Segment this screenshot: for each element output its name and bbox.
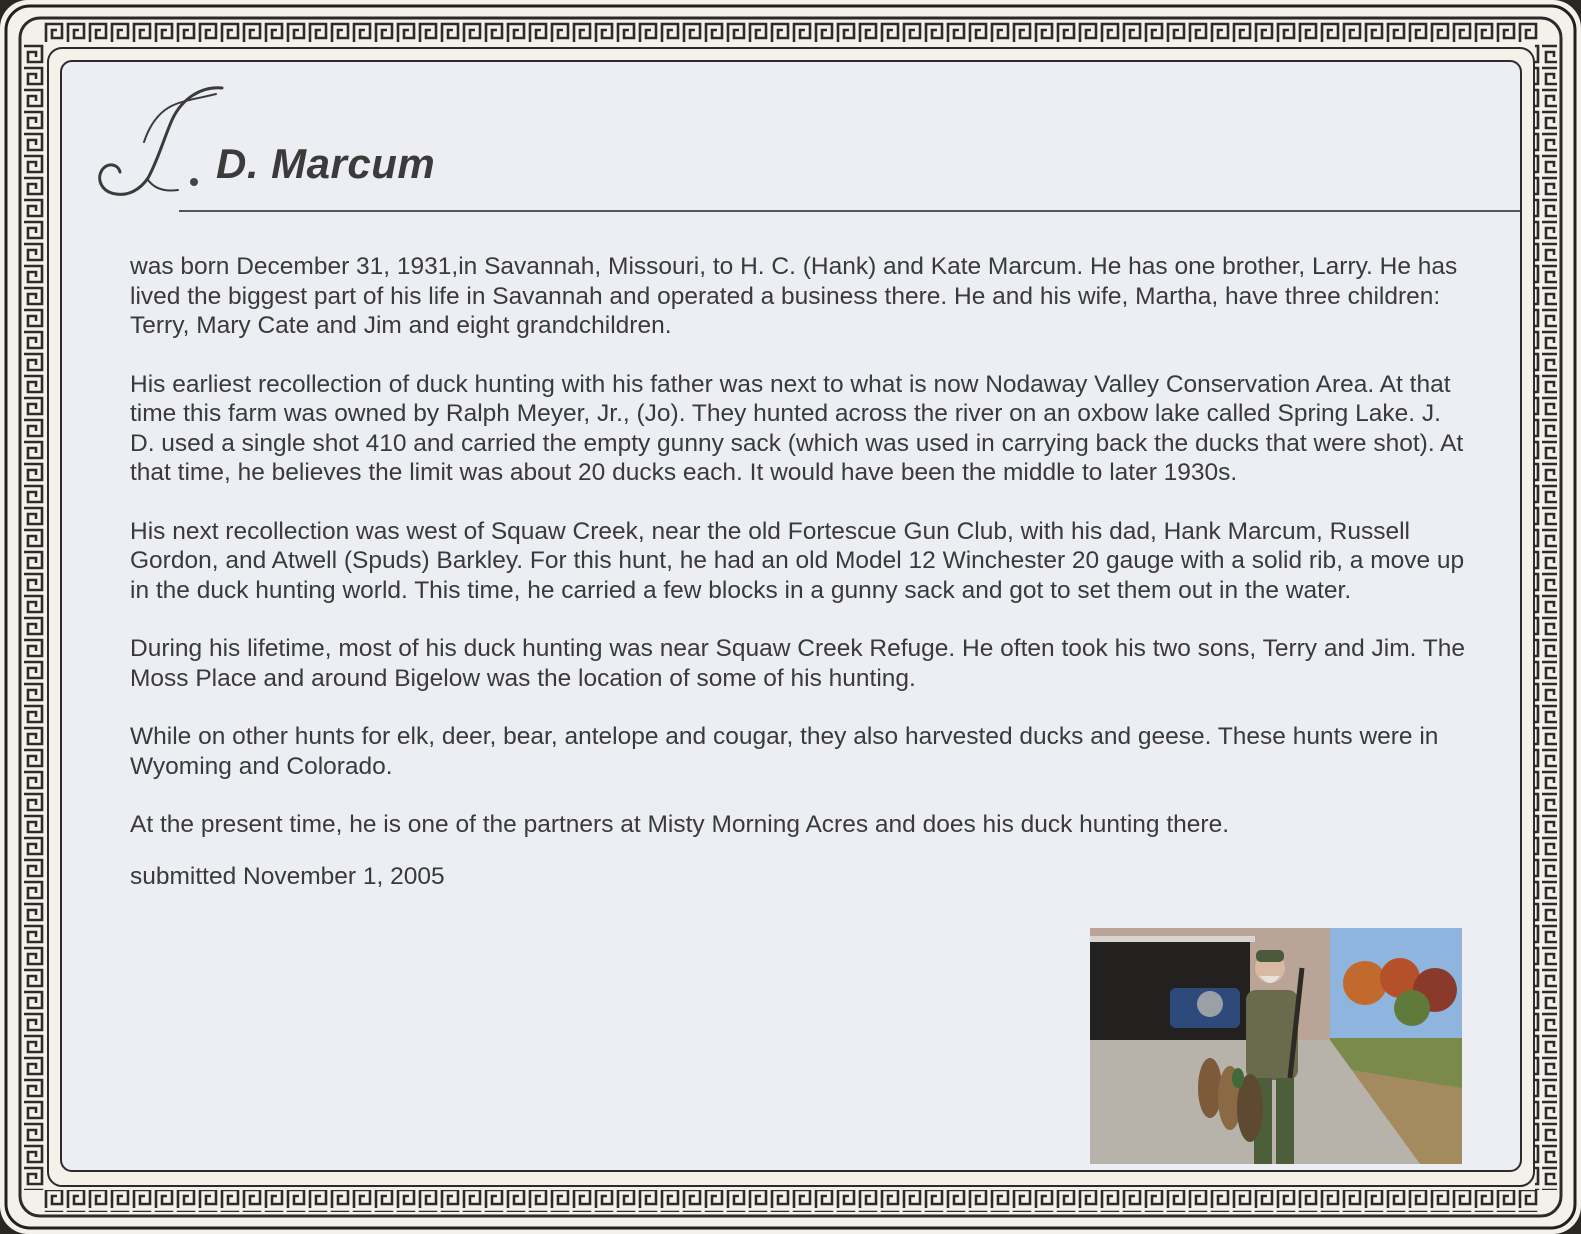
script-initial-j <box>84 80 234 200</box>
title-underline <box>179 210 1522 212</box>
hunter-photo <box>1090 928 1462 1164</box>
page-title: D. Marcum <box>216 140 436 187</box>
submitted-date: submitted November 1, 2005 <box>130 862 445 890</box>
paragraph-next-hunt: His next recollection was west of Squaw Creek, near the old Fortescue Gun Club, with his dad, Hank Marcum, Russell Gordon, and Atwell (Spuds) Barkley. For this hunt, he had an old Model 12 Winchester 20 gauge with a solid rib, a move up in the duck hunting world. This time, he carried a few blocks in a gunny sack and got to set them out in the water. <box>130 517 1465 604</box>
paragraph-present: At the present time, he is one of the partners at Misty Morning Acres and does his duck hunting there. <box>130 811 1230 838</box>
biography-text <box>130 252 1470 920</box>
paragraph-birth: was born December 31, 1931,in Savannah, Missouri, to H. C. (Hank) and Kate Marcum. He has one brother, Larry. He has lived the biggest part of his life in Savannah and operated a business there. He and his wife, Martha, have three children: Terry, Mary Cate and Jim and eight grandchildren. <box>130 253 1458 339</box>
content-panel <box>60 60 1522 1172</box>
title-bullet-dot <box>190 178 198 186</box>
paragraph-lifetime-hunting: During his lifetime, most of his duck hunting was near Squaw Creek Refuge. He often took his two sons, Terry and Jim. The Moss Place and around Bigelow was the location of some of his hunting. <box>130 635 1465 692</box>
title-block <box>84 80 1484 200</box>
paragraph-earliest-hunt: His earliest recollection of duck hunting with his father was next to what is now Nodaway Valley Conservation Area. At that time this farm was owned by Ralph Meyer, Jr., (Jo). They hunted across the river on an oxbow lake called Spring Lake. J. D. used a single shot 410 and carried the empty gunny sack (which was used in carrying back the ducks that were shot). At that time, he believes the limit was about 20 ducks each. It would have been the middle to later 1930s. <box>130 370 1464 486</box>
paragraph-other-hunts: While on other hunts for elk, deer, bear, antelope and cougar, they also harvested ducks and geese. These hunts were in Wyoming and Colorado. <box>130 723 1439 780</box>
